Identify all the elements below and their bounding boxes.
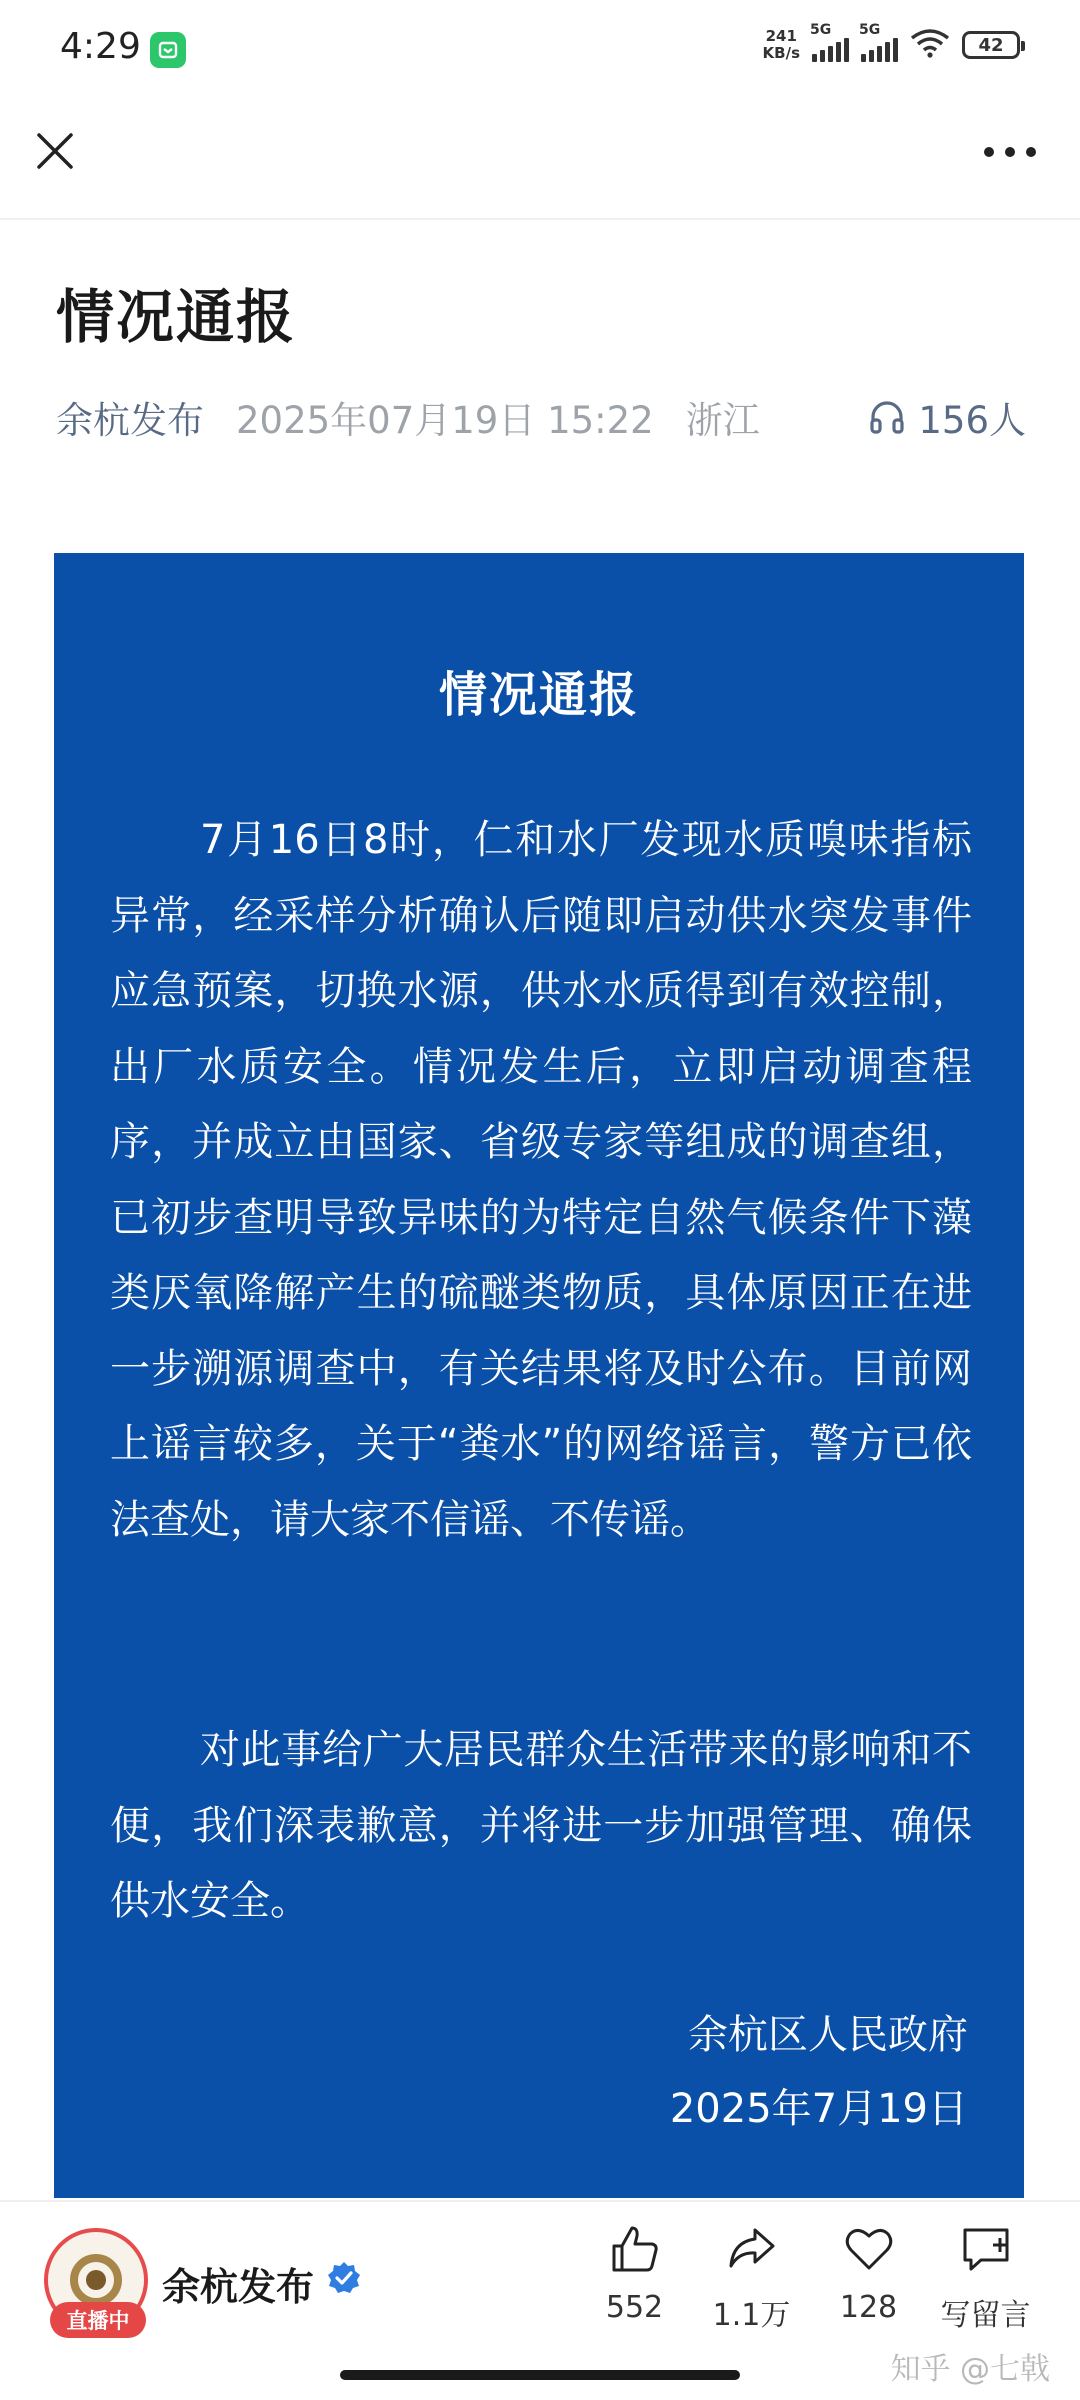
headphones-icon bbox=[868, 398, 906, 436]
verified-icon bbox=[326, 2260, 362, 2296]
location: 浙江 bbox=[685, 399, 760, 442]
more-icon bbox=[983, 146, 1037, 158]
notice-signature-date: 2025年7月19日 bbox=[669, 2086, 968, 2132]
article-meta bbox=[56, 390, 1026, 444]
status-bar bbox=[0, 0, 1080, 100]
battery-icon: 42 bbox=[962, 31, 1020, 59]
live-badge: 直播中 bbox=[50, 2302, 146, 2338]
status-indicators bbox=[762, 22, 1020, 62]
notice-paragraph: 对此事给广大居民群众生活带来的影响和不便，我们深表歉意，并将进一步加强管理、确保供水安全。 bbox=[110, 1727, 972, 1924]
more-options-button[interactable] bbox=[980, 132, 1040, 172]
notice-paragraph: 7月16日8时，仁和水厂发现水质嗅味指标异常，经采样分析确认后随即启动供水突发事件应急预案，切换水源，供水水质得到有效控制，出厂水质安全。情况发生后，立即启动调查程序，并成立由国家、省级专家等组成的调查组，已初步查明导致异味的为特定自然气候条件下藻类厌氧降解产生的硫醚类物质，具体原因正在进一步溯源调查中，有关结果将及时公布。目前网上谣言较多，关于“粪水”的网络谣言，警方已依法查处，请大家不信谣、不传谣。 bbox=[110, 817, 972, 1543]
listener-count: 156人 bbox=[918, 399, 1026, 442]
author-name[interactable]: 余杭发布 bbox=[162, 2265, 315, 2309]
notice-image bbox=[54, 553, 1024, 2198]
heart-icon bbox=[842, 2222, 896, 2276]
author-link[interactable]: 余杭发布 bbox=[56, 399, 204, 442]
share-count: 1.1万 bbox=[712, 2298, 791, 2333]
listen-button[interactable] bbox=[868, 390, 1026, 444]
like-count: 552 bbox=[605, 2290, 664, 2325]
publish-date: 2025年07月19日 15:22 bbox=[236, 399, 654, 442]
close-button[interactable] bbox=[30, 126, 80, 176]
signal-icon: 5G bbox=[861, 28, 898, 62]
favorite-count: 128 bbox=[839, 2290, 898, 2325]
action-group bbox=[576, 2222, 1044, 2334]
close-icon bbox=[35, 131, 75, 171]
article-title: 情况通报 bbox=[56, 283, 297, 351]
wifi-icon bbox=[910, 28, 950, 62]
thumbs-up-icon bbox=[608, 2222, 662, 2276]
like-button[interactable] bbox=[576, 2222, 693, 2334]
notice-title: 情况通报 bbox=[438, 667, 639, 723]
status-time: 4:29 bbox=[60, 26, 141, 67]
share-button[interactable] bbox=[693, 2222, 810, 2334]
top-nav bbox=[0, 100, 1080, 220]
comment-label: 写留言 bbox=[940, 2298, 1031, 2333]
avatar-logo-icon bbox=[66, 2250, 126, 2310]
share-icon bbox=[725, 2222, 779, 2276]
comment-button[interactable] bbox=[927, 2222, 1044, 2334]
watermark: 知乎 @七戟 bbox=[890, 2352, 1050, 2387]
comment-add-icon bbox=[959, 2222, 1013, 2276]
signal-icon: 5G bbox=[812, 28, 849, 62]
app-notification-icon bbox=[150, 32, 186, 68]
notice-signature-org: 余杭区人民政府 bbox=[688, 2012, 968, 2058]
network-speed: 241 KB/s bbox=[762, 27, 800, 62]
home-indicator[interactable] bbox=[340, 2370, 740, 2380]
favorite-button[interactable] bbox=[810, 2222, 927, 2334]
